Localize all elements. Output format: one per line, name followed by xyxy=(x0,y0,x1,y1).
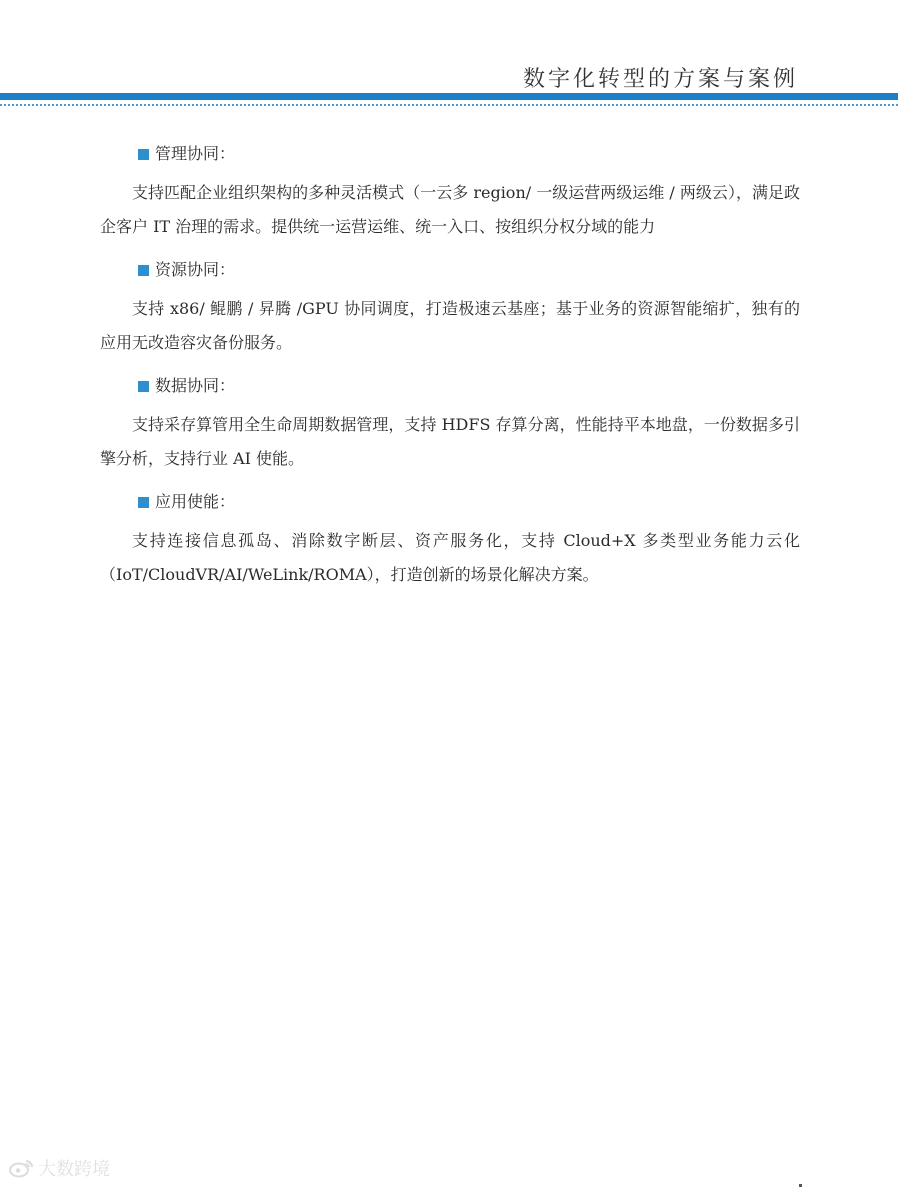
watermark-text: 大数跨境 xyxy=(38,1159,110,1180)
section-application xyxy=(100,488,800,592)
section-resource xyxy=(100,256,800,360)
section-paragraph: 支持采存算管用全生命周期数据管理，支持 HDFS 存算分离，性能持平本地盘，一份数据多引擎分析，支持行业 AI 使能。 xyxy=(100,415,800,468)
square-bullet-icon xyxy=(138,265,149,276)
header-dotted-rule xyxy=(0,104,898,106)
section-paragraph: 支持匹配企业组织架构的多种灵活模式（一云多 region/ 一级运营两级运维 / 两级云），满足政企客户 IT 治理的需求。提供统一运营运维、统一入口、按组织分权分域的能力 xyxy=(100,183,800,236)
square-bullet-icon xyxy=(138,381,149,392)
main-content xyxy=(100,140,800,604)
section-heading-text: 数据协同： xyxy=(155,376,236,395)
square-bullet-icon xyxy=(138,149,149,160)
watermark xyxy=(8,1155,110,1181)
section-paragraph: 支持连接信息孤岛、消除数字断层、资产服务化，支持 Cloud+X 多类型业务能力云化（IoT/CloudVR/AI/WeLink/ROMA），打造创新的场景化解决方案。 xyxy=(100,531,800,584)
section-heading xyxy=(138,488,800,516)
section-management xyxy=(100,140,800,244)
section-heading-text: 管理协同： xyxy=(155,144,236,163)
header-rule xyxy=(0,93,898,100)
section-heading-text: 资源协同： xyxy=(155,260,236,279)
section-heading xyxy=(138,140,800,168)
page-corner-mark xyxy=(799,1184,802,1187)
section-data xyxy=(100,372,800,476)
page-header-title: 数字化转型的方案与案例 xyxy=(522,67,798,92)
section-paragraph: 支持 x86/ 鲲鹏 / 昇腾 /GPU 协同调度，打造极速云基座；基于业务的资源智能缩扩，独有的应用无改造容灾备份服务。 xyxy=(100,299,800,352)
section-heading xyxy=(138,372,800,400)
weibo-logo-icon xyxy=(8,1158,34,1178)
section-heading-text: 应用使能： xyxy=(155,492,236,511)
section-heading xyxy=(138,256,800,284)
square-bullet-icon xyxy=(138,497,149,508)
